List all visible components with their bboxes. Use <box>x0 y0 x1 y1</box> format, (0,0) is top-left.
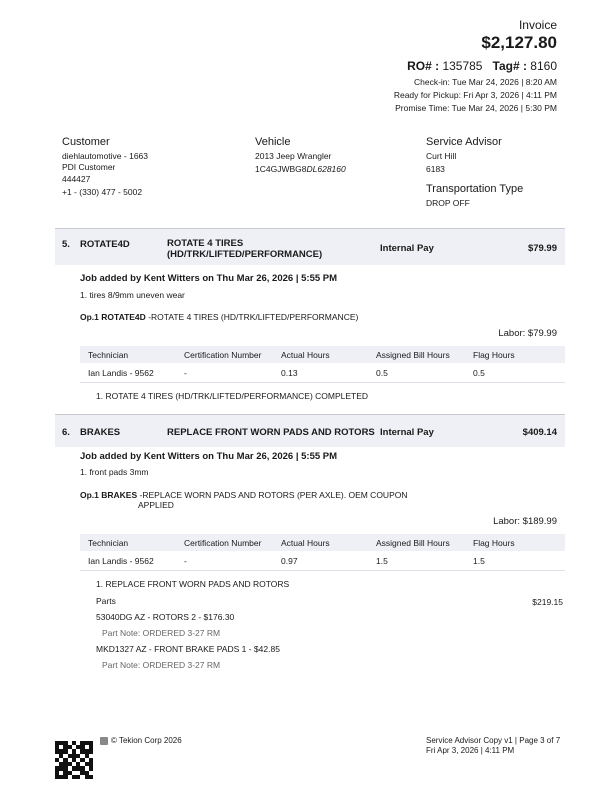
customer-id: 444427 <box>62 174 91 184</box>
pay-type: Internal Pay <box>380 427 434 438</box>
part-note: Part Note: ORDERED 3-27 RM <box>102 628 221 638</box>
document-type: Invoice <box>518 18 557 32</box>
tech-cert: - <box>184 556 187 566</box>
vin-suffix: DL628160 <box>306 164 346 174</box>
tag-number: 8160 <box>530 59 557 73</box>
tekion-logo-icon <box>100 737 108 745</box>
qr-code <box>55 741 93 779</box>
tech-name: Ian Landis - 9562 <box>88 556 154 566</box>
tech-flag: 0.5 <box>473 368 485 378</box>
advisor-heading: Service Advisor <box>426 136 502 148</box>
customer-heading: Customer <box>62 136 110 148</box>
col-assigned-hours: Assigned Bill Hours <box>376 350 450 360</box>
advisor-id: 6183 <box>426 164 445 174</box>
col-assigned-hours: Assigned Bill Hours <box>376 538 450 548</box>
vehicle-heading: Vehicle <box>255 136 291 148</box>
tech-flag: 1.5 <box>473 556 485 566</box>
vehicle-vin <box>255 164 346 174</box>
pay-type: Internal Pay <box>380 243 434 254</box>
operation-description: -REPLACE WORN PADS AND ROTORS (PER AXLE). OEM COUPON <box>139 490 408 500</box>
tech-assigned: 1.5 <box>376 556 388 566</box>
checkin-time: Check-in: Tue Mar 24, 2026 | 8:20 AM <box>413 77 557 87</box>
col-flag-hours: Flag Hours <box>473 538 515 548</box>
tech-cert: - <box>184 368 187 378</box>
operation-line <box>80 490 408 500</box>
footer-copy-info: Service Advisor Copy v1 | Page 3 of 7 <box>426 736 561 745</box>
transport-value: DROP OFF <box>426 198 470 208</box>
vehicle-model: 2013 Jeep Wrangler <box>255 151 332 161</box>
customer-phone: +1 - (330) 477 - 5002 <box>62 187 143 197</box>
part-line: 53040DG AZ - ROTORS 2 - $176.30 <box>96 612 235 622</box>
tech-actual: 0.13 <box>281 368 298 378</box>
labor-amount: Labor: $189.99 <box>493 516 557 527</box>
job-amount: $409.14 <box>522 427 557 438</box>
job-title: ROTATE 4 TIRES <box>167 238 244 249</box>
job-number: 6. <box>62 427 70 438</box>
footer-copyright: © Tekion Corp 2026 <box>111 736 182 745</box>
tech-assigned: 0.5 <box>376 368 388 378</box>
ro-number: 135785 <box>442 59 483 73</box>
parts-label: Parts <box>96 596 116 606</box>
transport-heading: Transportation Type <box>426 183 524 195</box>
customer-name: diehlautomotive - 1663 <box>62 151 149 161</box>
job-concern: 1. front pads 3mm <box>80 467 149 477</box>
col-flag-hours: Flag Hours <box>473 350 515 360</box>
advisor-name: Curt Hill <box>426 151 457 161</box>
row-divider <box>80 382 565 383</box>
job-amount: $79.99 <box>527 243 557 254</box>
job-completed-note: 1. REPLACE FRONT WORN PADS AND ROTORS <box>96 579 290 589</box>
col-actual-hours: Actual Hours <box>281 538 330 548</box>
part-line: MKD1327 AZ - FRONT BRAKE PADS 1 - $42.85 <box>96 644 280 654</box>
customer-type: PDI Customer <box>62 162 116 172</box>
operation-label: Op.1 BRAKES <box>80 490 138 500</box>
parts-total: $219.15 <box>532 597 563 607</box>
operation-line <box>80 312 358 322</box>
job-title-line2: (HD/TRK/LIFTED/PERFORMANCE) <box>167 249 323 260</box>
job-completed-note: 1. ROTATE 4 TIRES (HD/TRK/LIFTED/PERFORMANCE) COMPLETED <box>96 391 369 401</box>
job-code: BRAKES <box>80 427 121 438</box>
job-added-info: Job added by Kent Witters on Thu Mar 26, 2026 | 5:55 PM <box>80 273 338 284</box>
promise-time: Promise Time: Tue Mar 24, 2026 | 5:30 PM <box>395 103 557 113</box>
row-divider <box>80 570 565 571</box>
footer-printed-time: Fri Apr 3, 2026 | 4:11 PM <box>426 746 515 755</box>
vin-prefix: 1C4GJWBG8 <box>255 164 307 174</box>
col-technician: Technician <box>88 350 129 360</box>
col-technician: Technician <box>88 538 129 548</box>
part-note: Part Note: ORDERED 3-27 RM <box>102 660 221 670</box>
ready-time: Ready for Pickup: Fri Apr 3, 2026 | 4:11 PM <box>393 90 557 100</box>
col-certification: Certification Number <box>184 538 262 548</box>
job-code: ROTATE4D <box>80 239 130 250</box>
tag-label: Tag# <box>492 59 520 73</box>
ro-label: RO# <box>407 59 432 73</box>
col-actual-hours: Actual Hours <box>281 350 330 360</box>
job-added-info: Job added by Kent Witters on Thu Mar 26, 2026 | 5:55 PM <box>80 451 338 462</box>
tech-actual: 0.97 <box>281 556 298 566</box>
job-number: 5. <box>62 239 70 250</box>
tech-name: Ian Landis - 9562 <box>88 368 154 378</box>
invoice-total: $2,127.80 <box>481 33 557 52</box>
col-certification: Certification Number <box>184 350 262 360</box>
operation-description: -ROTATE 4 TIRES (HD/TRK/LIFTED/PERFORMANCE) <box>148 312 359 322</box>
job-concern: 1. tires 8/9mm uneven wear <box>80 290 185 300</box>
operation-description-line2: APPLIED <box>138 500 174 510</box>
labor-amount: Labor: $79.99 <box>498 328 557 339</box>
ro-tag-line: RO# : 135785 Tag# : 8160 <box>407 59 557 73</box>
operation-label: Op.1 ROTATE4D <box>80 312 146 322</box>
job-title: REPLACE FRONT WORN PADS AND ROTORS <box>167 427 375 438</box>
